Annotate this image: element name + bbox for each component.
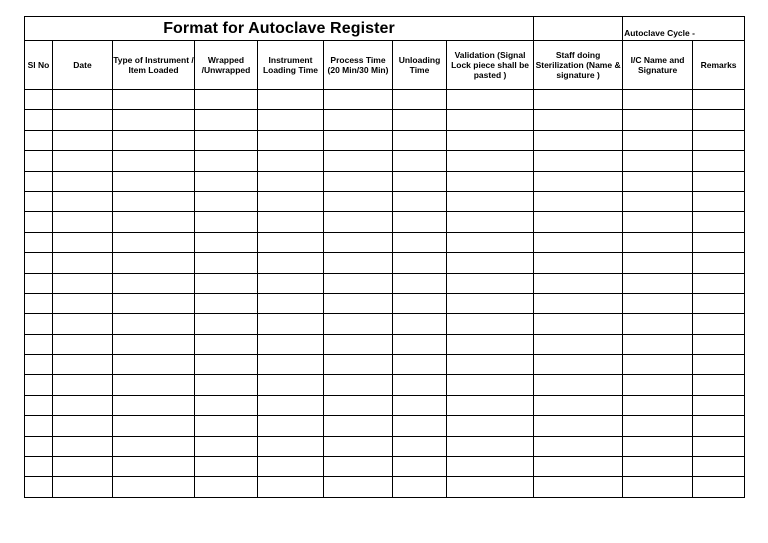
table-cell[interactable] [534, 191, 623, 211]
table-cell[interactable] [113, 314, 195, 334]
table-cell[interactable] [195, 90, 258, 110]
table-cell[interactable] [324, 436, 393, 456]
table-cell[interactable] [693, 395, 745, 415]
table-row [25, 130, 745, 150]
table-cell[interactable] [324, 314, 393, 334]
table-row [25, 334, 745, 354]
table-cell[interactable] [393, 253, 447, 273]
table-cell[interactable] [113, 375, 195, 395]
table-cell[interactable] [447, 212, 534, 232]
table-cell[interactable] [25, 151, 53, 171]
table-cell[interactable] [53, 416, 113, 436]
table-cell[interactable] [693, 232, 745, 252]
table-cell[interactable] [534, 130, 623, 150]
table-cell[interactable] [258, 90, 324, 110]
table-cell[interactable] [258, 191, 324, 211]
table-cell[interactable] [623, 355, 693, 375]
table-cell[interactable] [534, 477, 623, 497]
table-cell[interactable] [393, 212, 447, 232]
table-cell[interactable] [195, 457, 258, 477]
column-header-validation: Validation (Signal Lock piece shall be pasted ) [447, 41, 534, 90]
column-header-ic-name: I/C Name and Signature [623, 41, 693, 90]
table-cell[interactable] [195, 151, 258, 171]
table-cell[interactable] [693, 334, 745, 354]
table-cell[interactable] [53, 151, 113, 171]
column-header-staff: Staff doing Sterilization (Name & signature ) [534, 41, 623, 90]
table-cell[interactable] [534, 314, 623, 334]
table-cell[interactable] [113, 416, 195, 436]
table-cell[interactable] [258, 436, 324, 456]
table-cell[interactable] [25, 273, 53, 293]
column-header-date: Date [53, 41, 113, 90]
table-cell[interactable] [693, 355, 745, 375]
table-cell[interactable] [623, 395, 693, 415]
table-cell[interactable] [623, 253, 693, 273]
table-row [25, 191, 745, 211]
table-cell[interactable] [693, 151, 745, 171]
table-cell[interactable] [693, 314, 745, 334]
table-cell[interactable] [195, 253, 258, 273]
column-header-wrapped: Wrapped /Unwrapped [195, 41, 258, 90]
table-cell[interactable] [623, 232, 693, 252]
table-cell[interactable] [447, 273, 534, 293]
table-cell[interactable] [25, 110, 53, 130]
table-cell[interactable] [258, 151, 324, 171]
table-cell[interactable] [393, 191, 447, 211]
table-cell[interactable] [324, 171, 393, 191]
table-cell[interactable] [195, 314, 258, 334]
table-cell[interactable] [324, 273, 393, 293]
autoclave-register-table [24, 16, 745, 498]
table-cell[interactable] [53, 355, 113, 375]
table-cell[interactable] [258, 395, 324, 415]
table-row [25, 110, 745, 130]
table-cell[interactable] [447, 110, 534, 130]
table-cell[interactable] [258, 110, 324, 130]
column-header-process-time: Process Time (20 Min/30 Min) [324, 41, 393, 90]
table-cell[interactable] [195, 232, 258, 252]
table-cell[interactable] [53, 191, 113, 211]
table-cell[interactable] [447, 395, 534, 415]
table-cell[interactable] [324, 90, 393, 110]
column-header-item-type: Type of Instrument / Item Loaded [113, 41, 195, 90]
table-cell[interactable] [534, 355, 623, 375]
table-cell[interactable] [25, 416, 53, 436]
table-cell[interactable] [693, 191, 745, 211]
table-cell[interactable] [324, 212, 393, 232]
table-row [25, 436, 745, 456]
table-cell[interactable] [25, 90, 53, 110]
table-row [25, 151, 745, 171]
table-cell[interactable] [534, 436, 623, 456]
table-cell[interactable] [258, 334, 324, 354]
table-cell[interactable] [25, 253, 53, 273]
table-cell[interactable] [393, 477, 447, 497]
table-cell[interactable] [324, 253, 393, 273]
table-cell[interactable] [623, 171, 693, 191]
title-blank-cell [534, 17, 623, 41]
table-cell[interactable] [393, 151, 447, 171]
table-cell[interactable] [113, 130, 195, 150]
column-header-loading-time: Instrument Loading Time [258, 41, 324, 90]
table-cell[interactable] [53, 395, 113, 415]
table-cell[interactable] [258, 314, 324, 334]
table-cell[interactable] [623, 90, 693, 110]
table-cell[interactable] [53, 477, 113, 497]
table-cell[interactable] [693, 436, 745, 456]
table-cell[interactable] [195, 273, 258, 293]
table-cell[interactable] [447, 151, 534, 171]
table-cell[interactable] [393, 90, 447, 110]
table-cell[interactable] [53, 436, 113, 456]
table-cell[interactable] [53, 171, 113, 191]
table-cell[interactable] [534, 334, 623, 354]
table-row [25, 395, 745, 415]
table-cell[interactable] [324, 151, 393, 171]
table-cell[interactable] [393, 334, 447, 354]
table-cell[interactable] [447, 375, 534, 395]
table-cell[interactable] [53, 232, 113, 252]
table-cell[interactable] [25, 293, 53, 313]
table-cell[interactable] [53, 212, 113, 232]
table-cell[interactable] [258, 375, 324, 395]
table-cell[interactable] [324, 416, 393, 436]
table-cell[interactable] [393, 110, 447, 130]
table-cell[interactable] [393, 130, 447, 150]
table-cell[interactable] [195, 436, 258, 456]
table-cell[interactable] [447, 171, 534, 191]
table-row [25, 90, 745, 110]
table-cell[interactable] [53, 273, 113, 293]
table-cell[interactable] [393, 355, 447, 375]
table-cell[interactable] [447, 477, 534, 497]
table-cell[interactable] [25, 130, 53, 150]
table-cell[interactable] [693, 110, 745, 130]
table-cell[interactable] [113, 395, 195, 415]
table-cell[interactable] [623, 212, 693, 232]
table-cell[interactable] [623, 151, 693, 171]
title-row [25, 17, 745, 41]
table-cell[interactable] [113, 232, 195, 252]
table-cell[interactable] [534, 253, 623, 273]
table-cell[interactable] [195, 191, 258, 211]
table-cell[interactable] [25, 212, 53, 232]
table-cell[interactable] [693, 90, 745, 110]
table-cell[interactable] [53, 253, 113, 273]
table-cell[interactable] [693, 171, 745, 191]
table-cell[interactable] [258, 171, 324, 191]
table-cell[interactable] [393, 375, 447, 395]
table-cell[interactable] [25, 457, 53, 477]
autoclave-cycle-label: Autoclave Cycle - [623, 17, 745, 41]
table-cell[interactable] [623, 457, 693, 477]
table-cell[interactable] [447, 130, 534, 150]
table-cell[interactable] [258, 253, 324, 273]
table-cell[interactable] [324, 293, 393, 313]
table-cell[interactable] [258, 293, 324, 313]
table-cell[interactable] [324, 457, 393, 477]
table-cell[interactable] [195, 477, 258, 497]
table-cell[interactable] [393, 293, 447, 313]
table-cell[interactable] [25, 436, 53, 456]
table-cell[interactable] [534, 232, 623, 252]
table-cell[interactable] [53, 334, 113, 354]
table-cell[interactable] [393, 416, 447, 436]
table-cell[interactable] [195, 212, 258, 232]
table-cell[interactable] [623, 416, 693, 436]
table-cell[interactable] [25, 314, 53, 334]
table-cell[interactable] [324, 130, 393, 150]
table-cell[interactable] [324, 477, 393, 497]
table-cell[interactable] [53, 130, 113, 150]
table-cell[interactable] [534, 171, 623, 191]
table-row [25, 355, 745, 375]
table-cell[interactable] [113, 436, 195, 456]
table-cell[interactable] [534, 273, 623, 293]
table-cell[interactable] [324, 375, 393, 395]
table-cell[interactable] [447, 355, 534, 375]
table-cell[interactable] [25, 375, 53, 395]
table-cell[interactable] [25, 171, 53, 191]
table-cell[interactable] [393, 232, 447, 252]
column-header-remarks: Remarks [693, 41, 745, 90]
register-title: Format for Autoclave Register [25, 17, 534, 41]
table-cell[interactable] [393, 436, 447, 456]
table-row [25, 477, 745, 497]
table-cell[interactable] [324, 334, 393, 354]
table-cell[interactable] [447, 191, 534, 211]
table-cell[interactable] [393, 314, 447, 334]
table-cell[interactable] [25, 477, 53, 497]
table-cell[interactable] [534, 151, 623, 171]
table-cell[interactable] [447, 436, 534, 456]
table-cell[interactable] [393, 457, 447, 477]
table-cell[interactable] [447, 293, 534, 313]
table-cell[interactable] [324, 355, 393, 375]
table-cell[interactable] [195, 355, 258, 375]
table-cell[interactable] [693, 212, 745, 232]
table-row [25, 273, 745, 293]
table-cell[interactable] [534, 375, 623, 395]
table-cell[interactable] [113, 253, 195, 273]
table-cell[interactable] [113, 334, 195, 354]
table-cell[interactable] [25, 355, 53, 375]
table-cell[interactable] [113, 293, 195, 313]
table-cell[interactable] [447, 90, 534, 110]
table-cell[interactable] [25, 334, 53, 354]
table-cell[interactable] [113, 151, 195, 171]
table-cell[interactable] [195, 110, 258, 130]
table-cell[interactable] [258, 477, 324, 497]
register-body [25, 90, 745, 498]
table-cell[interactable] [53, 457, 113, 477]
table-cell[interactable] [623, 293, 693, 313]
table-cell[interactable] [324, 110, 393, 130]
table-cell[interactable] [324, 232, 393, 252]
table-row [25, 232, 745, 252]
table-cell[interactable] [534, 212, 623, 232]
table-cell[interactable] [393, 171, 447, 191]
table-cell[interactable] [324, 395, 393, 415]
table-cell[interactable] [693, 477, 745, 497]
table-row [25, 212, 745, 232]
table-cell[interactable] [534, 416, 623, 436]
table-cell[interactable] [195, 334, 258, 354]
table-cell[interactable] [534, 90, 623, 110]
table-cell[interactable] [693, 416, 745, 436]
table-cell[interactable] [113, 212, 195, 232]
table-cell[interactable] [258, 273, 324, 293]
table-cell[interactable] [195, 171, 258, 191]
table-cell[interactable] [447, 416, 534, 436]
table-cell[interactable] [258, 355, 324, 375]
table-cell[interactable] [623, 273, 693, 293]
table-cell[interactable] [693, 293, 745, 313]
table-cell[interactable] [393, 273, 447, 293]
table-cell[interactable] [393, 395, 447, 415]
table-cell[interactable] [113, 110, 195, 130]
table-cell[interactable] [623, 314, 693, 334]
table-cell[interactable] [25, 191, 53, 211]
column-header-unloading-time: Unloading Time [393, 41, 447, 90]
table-row [25, 171, 745, 191]
table-cell[interactable] [195, 375, 258, 395]
table-cell[interactable] [258, 130, 324, 150]
table-cell[interactable] [447, 314, 534, 334]
table-cell[interactable] [623, 191, 693, 211]
table-cell[interactable] [534, 293, 623, 313]
table-cell[interactable] [53, 314, 113, 334]
table-cell[interactable] [693, 375, 745, 395]
table-row [25, 253, 745, 273]
table-cell[interactable] [623, 334, 693, 354]
table-cell[interactable] [195, 130, 258, 150]
table-cell[interactable] [25, 395, 53, 415]
table-cell[interactable] [623, 130, 693, 150]
table-cell[interactable] [113, 273, 195, 293]
table-cell[interactable] [693, 457, 745, 477]
table-row [25, 375, 745, 395]
table-cell[interactable] [195, 395, 258, 415]
table-cell[interactable] [623, 375, 693, 395]
table-cell[interactable] [258, 457, 324, 477]
table-cell[interactable] [195, 416, 258, 436]
table-cell[interactable] [258, 232, 324, 252]
table-cell[interactable] [447, 232, 534, 252]
table-cell[interactable] [258, 212, 324, 232]
table-cell[interactable] [113, 477, 195, 497]
table-cell[interactable] [447, 457, 534, 477]
column-header-sl-no: Sl No [25, 41, 53, 90]
table-cell[interactable] [534, 110, 623, 130]
table-row [25, 457, 745, 477]
table-cell[interactable] [623, 436, 693, 456]
table-cell[interactable] [447, 253, 534, 273]
table-cell[interactable] [693, 130, 745, 150]
table-cell[interactable] [113, 191, 195, 211]
table-cell[interactable] [534, 457, 623, 477]
table-cell[interactable] [324, 191, 393, 211]
table-cell[interactable] [447, 334, 534, 354]
table-cell[interactable] [53, 375, 113, 395]
table-cell[interactable] [693, 253, 745, 273]
table-cell[interactable] [53, 90, 113, 110]
table-cell[interactable] [53, 110, 113, 130]
table-row [25, 314, 745, 334]
table-cell[interactable] [113, 90, 195, 110]
table-cell[interactable] [113, 457, 195, 477]
column-header-row [25, 41, 745, 90]
table-row [25, 416, 745, 436]
table-cell[interactable] [693, 273, 745, 293]
table-cell[interactable] [258, 416, 324, 436]
table-cell[interactable] [113, 171, 195, 191]
table-cell[interactable] [623, 477, 693, 497]
table-cell[interactable] [534, 395, 623, 415]
table-cell[interactable] [53, 293, 113, 313]
table-cell[interactable] [25, 232, 53, 252]
table-row [25, 293, 745, 313]
table-cell[interactable] [195, 293, 258, 313]
table-cell[interactable] [113, 355, 195, 375]
table-cell[interactable] [623, 110, 693, 130]
